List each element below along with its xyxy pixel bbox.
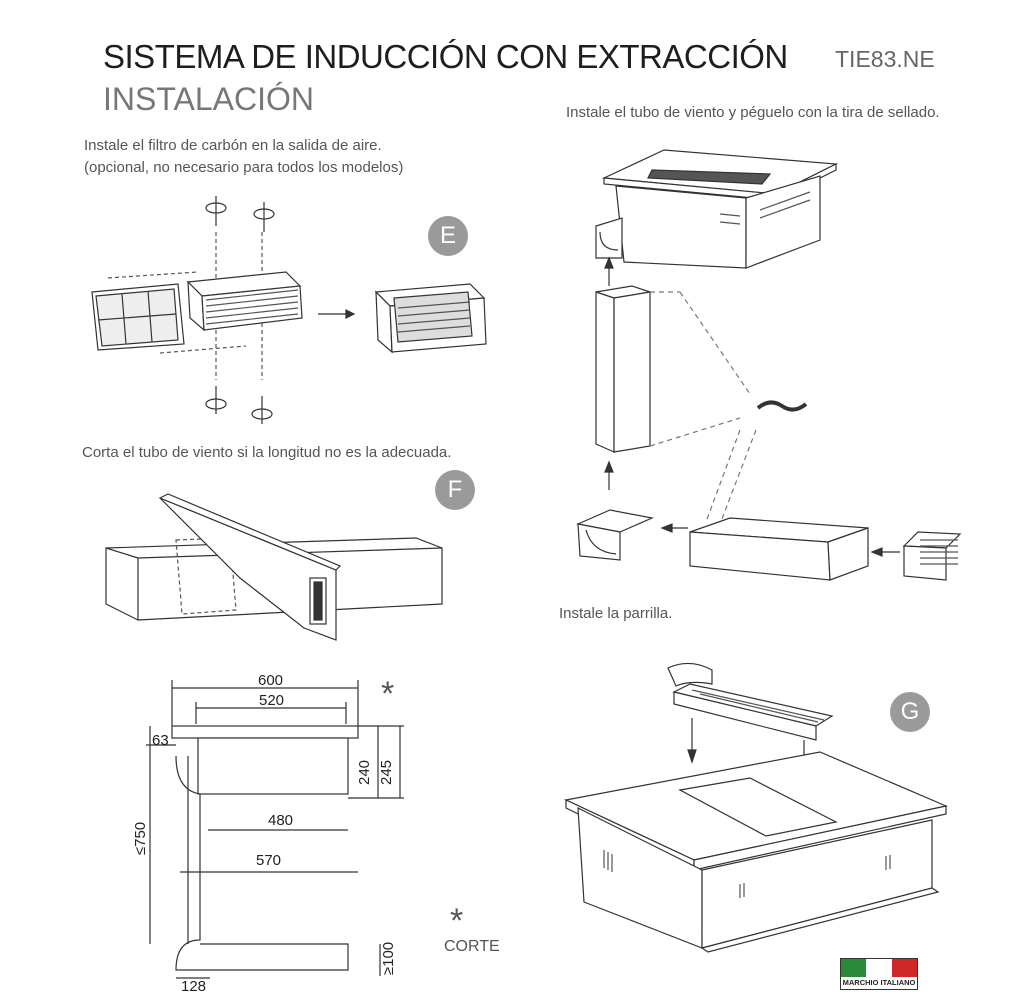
step-e-caption-line2: (opcional, no necesario para todos los modelos) [84, 159, 404, 176]
grill-install-illustration [566, 663, 946, 952]
dim-100: ≥100 [380, 941, 398, 976]
step-g-badge: G [890, 692, 930, 732]
cut-legend-asterisk: * [450, 902, 464, 940]
marchio-italiano-text: MARCHIO ITALIANO [842, 978, 916, 987]
dim-240: 240 [356, 759, 374, 786]
dimension-drawing [146, 680, 404, 978]
dim-600: 600 [258, 672, 284, 689]
dim-570: 570 [256, 852, 282, 869]
marchio-italiano-logo [840, 958, 918, 990]
dim-128: 128 [181, 978, 207, 995]
cut-tube-illustration [106, 494, 442, 640]
dim-520: 520 [259, 692, 285, 709]
step-e-badge: E [428, 216, 468, 256]
dim-245: 245 [378, 759, 396, 786]
carbon-filter-illustration [92, 196, 486, 424]
cut-asterisk-mark: * [381, 675, 395, 713]
step-f-badge: F [435, 470, 475, 510]
dim-750: ≤750 [132, 821, 150, 856]
step-g-caption: Instale la parrilla. [559, 605, 673, 622]
step-e-caption-line1: Instale el filtro de carbón en la salida de aire. [84, 137, 382, 154]
dim-480: 480 [268, 812, 294, 829]
model-code: TIE83.NE [835, 46, 935, 72]
dim-63: 63 [152, 732, 169, 749]
page-title: SISTEMA DE INDUCCIÓN CON EXTRACCIÓN [103, 38, 788, 75]
tube-installation-illustration [578, 150, 960, 580]
step-f-caption: Corta el tubo de viento si la longitud no es la adecuada. [82, 444, 452, 461]
step-tube-caption: Instale el tubo de viento y péguelo con la tira de sellado. [566, 104, 940, 121]
cut-legend-label: CORTE [444, 938, 500, 955]
page-subtitle: INSTALACIÓN [103, 81, 314, 117]
